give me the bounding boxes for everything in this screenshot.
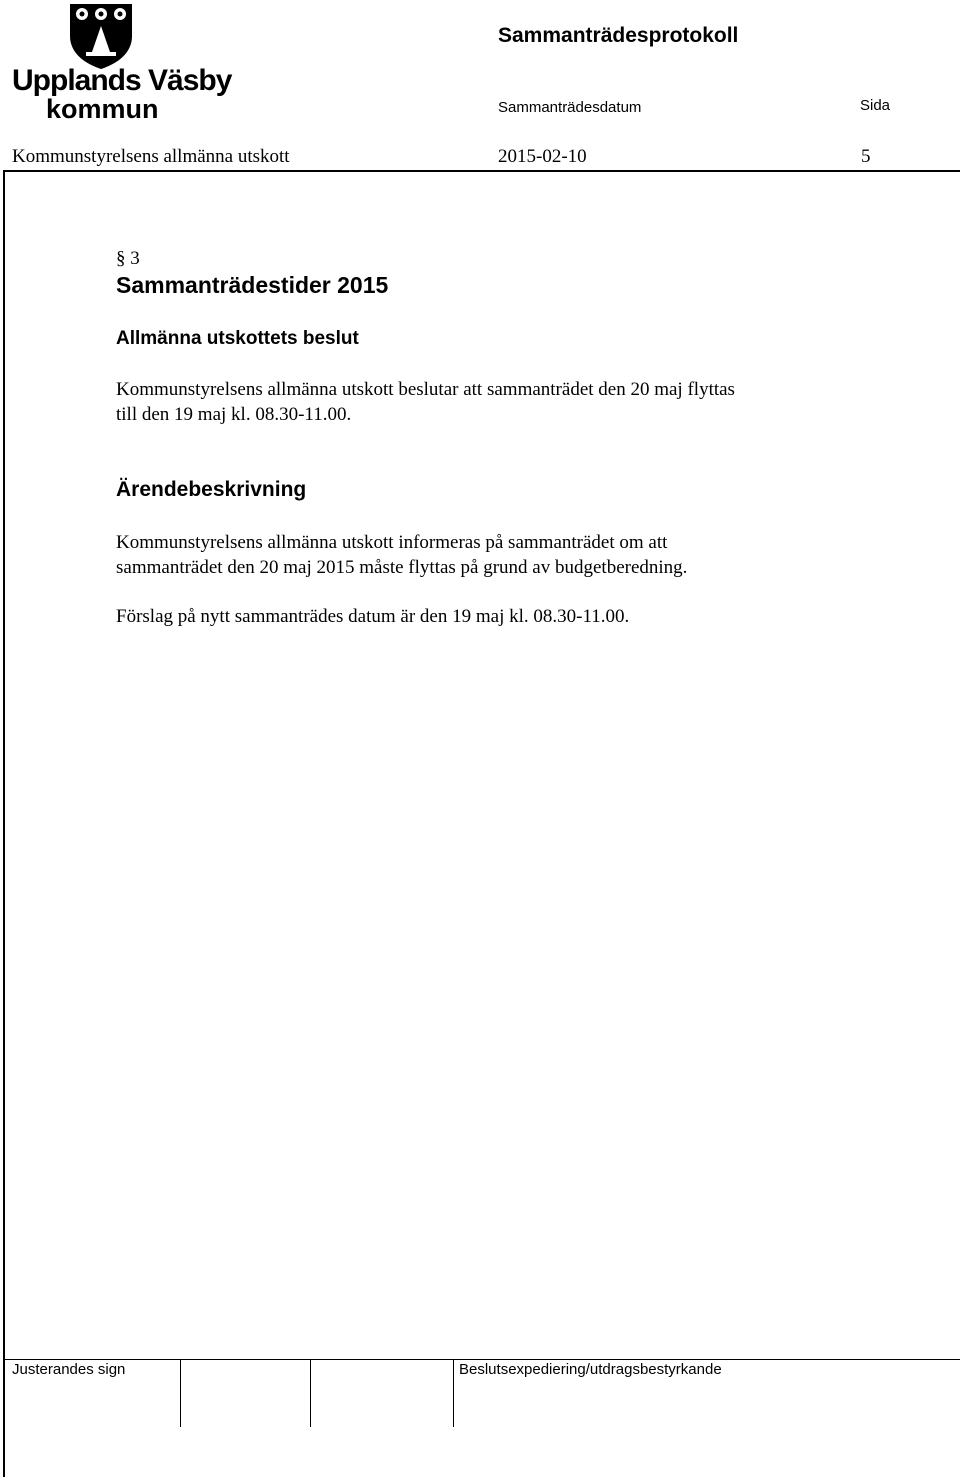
logo-municipality-name: Upplands Väsby bbox=[12, 64, 232, 97]
frame-left-border bbox=[3, 170, 5, 1477]
document-title: Sammanträdesprotokoll bbox=[498, 24, 739, 47]
signature-box-divider bbox=[453, 1359, 454, 1427]
frame-top-divider bbox=[3, 170, 960, 172]
municipality-logo bbox=[8, 2, 232, 124]
signature-box-divider bbox=[180, 1359, 181, 1427]
section-number: § 3 bbox=[116, 248, 140, 269]
signature-box-divider bbox=[310, 1359, 311, 1427]
description-heading: Ärendebeskrivning bbox=[116, 478, 307, 501]
decision-text-line: Kommunstyrelsens allmänna utskott beslutar att sammanträdet den 20 maj flyttas bbox=[116, 379, 735, 400]
decision-text-line: till den 19 maj kl. 08.30-11.00. bbox=[116, 404, 352, 425]
description-text-line: sammanträdet den 20 maj 2015 måste flyttas på grund av budgetberedning. bbox=[116, 557, 688, 578]
justerandes-sign-label: Justerandes sign bbox=[12, 1361, 126, 1378]
expedition-label: Beslutsexpediering/utdragsbestyrkande bbox=[459, 1361, 722, 1378]
description-text-line: Kommunstyrelsens allmänna utskott informeras på sammanträdet om att bbox=[116, 532, 668, 553]
meeting-date-label: Sammanträdesdatum bbox=[498, 99, 642, 116]
coat-of-arms-icon bbox=[68, 2, 134, 70]
section-title: Sammanträdestider 2015 bbox=[116, 272, 389, 298]
page-number: 5 bbox=[861, 146, 871, 167]
page-label: Sida bbox=[860, 97, 891, 114]
committee-name: Kommunstyrelsens allmänna utskott bbox=[12, 146, 290, 167]
meeting-date: 2015-02-10 bbox=[498, 146, 587, 167]
proposal-text: Förslag på nytt sammanträdes datum är den 19 maj kl. 08.30-11.00. bbox=[116, 606, 630, 627]
footer-divider bbox=[3, 1359, 960, 1360]
logo-kommun-text: kommun bbox=[46, 94, 159, 124]
decision-heading: Allmänna utskottets beslut bbox=[116, 328, 359, 349]
